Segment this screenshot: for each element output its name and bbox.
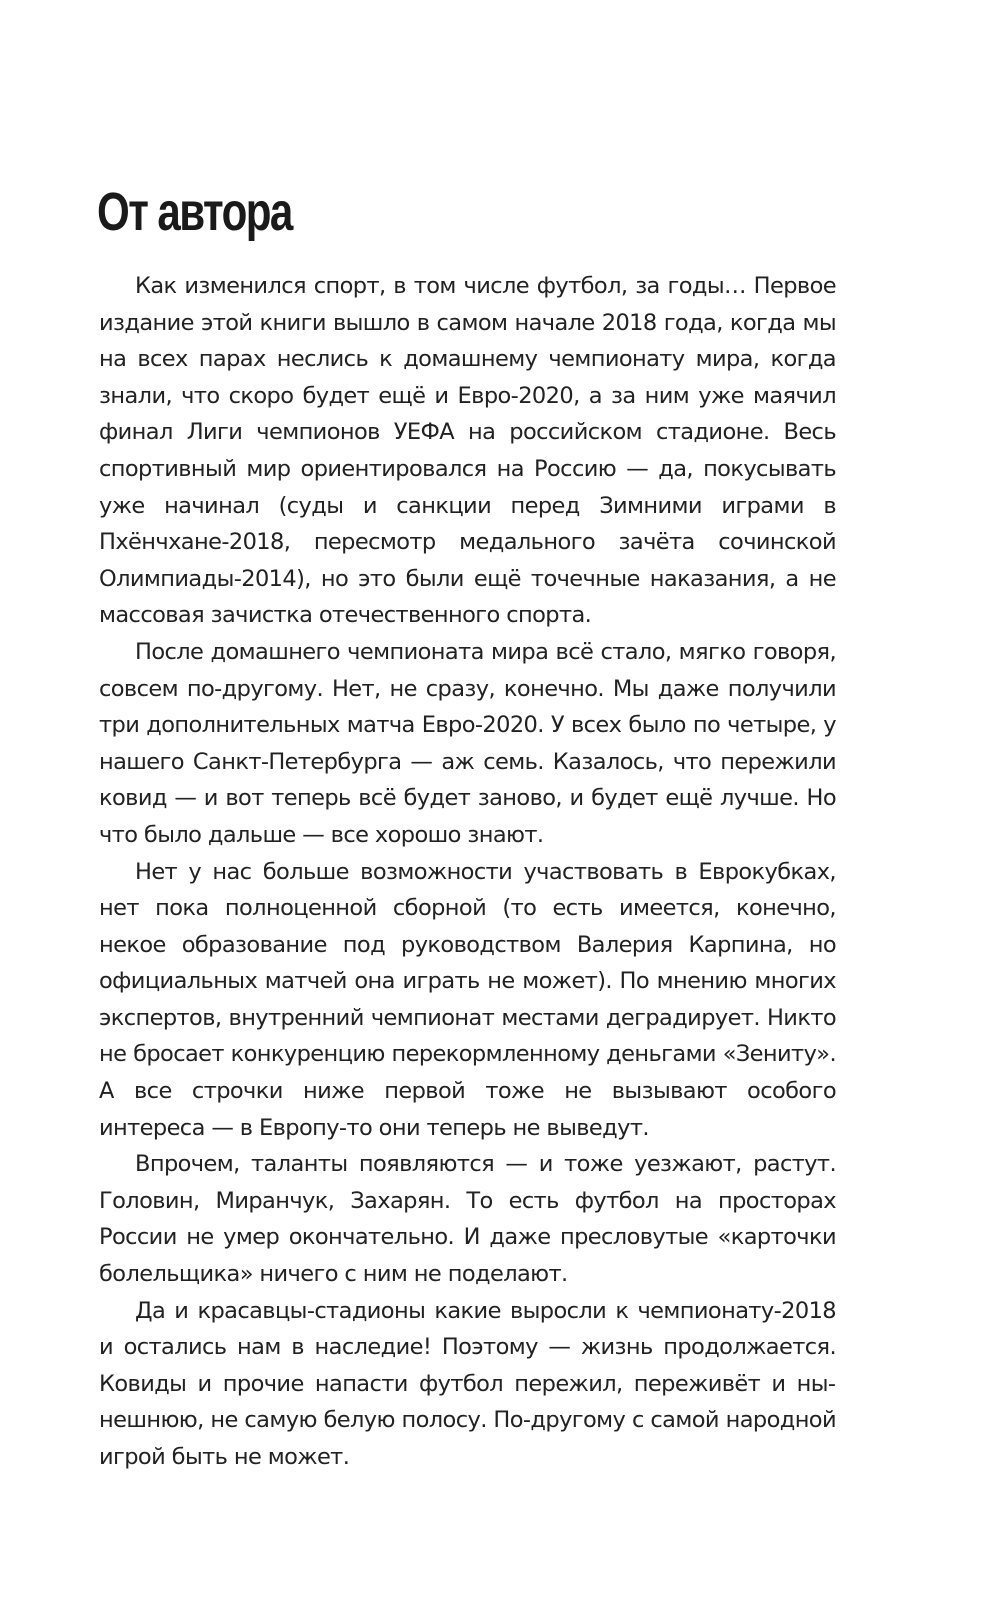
chapter-body xyxy=(99,268,836,1476)
paragraph-2: После домашнего чемпионата мира всё стало, мягко говоря, совсем по-другому. Нет, не сразу, конечно. Мы даже получили три дополнительных матча Евро-2020. У всех было по четыре, у нашего Санкт-Петербурга — аж семь. Казалось, что пережили ковид — и вот теперь всё будет заново, и будет ещё лучше. Но что было дальше — все хорошо знают. xyxy=(99,638,836,848)
paragraph-4: Впрочем, таланты появляются — и тоже уезжают, растут. Головин, Миранчук, Захарян. То есть футбол на просторах России не умер окончательно. И даже пресловутые «карточки болельщика» ничего с ним не поделают. xyxy=(99,1151,836,1288)
paragraph-1: Как изменился спорт, в том числе футбол, за годы… Первое издание этой книги вышло в самом начале 2018 года, когда мы на всех парах неслись к домашнему чемпионату мира, когда знали, что скоро будет ещё и Евро-2020, а за ним уже маячил финал Лиги чемпионов УЕФА на российском стадионе. Весь спортивный мир ориентировался на Россию — да, покусывать уже начинал (суды и санкции перед Зимними играми в Пхёнчхане-2018, пересмотр медального зачёта сочинской Олимпиады-2014), но это были ещё точечные наказания, а не массовая зачистка отечественного спорта. xyxy=(99,273,836,629)
paragraph-3: Нет у нас больше возможности участвовать в Еврокубках, нет пока полноценной сборной (то есть имеется, конечно, некое образование под руководством Валерия Карпина, но официальных матчей она играть не может). По мнению многих экспертов, внутренний чемпионат местами деградирует. Никто не бросает конкуренцию перекормленному деньгами «Зениту». А все строчки ниже первой тоже не вызывают особого интереса — в Европу-то они теперь не выведут. xyxy=(99,858,836,1141)
paragraph-5: Да и красавцы-стадионы какие выросли к чемпионату-2018 и остались нам в наследие! Поэтому — жизнь продолжается. Ковиды и прочие напасти футбол пережил, переживёт и нынешнюю, не самую белую полосу. По-другому с самой народной игрой быть не может. xyxy=(99,1297,836,1470)
chapter-title: От автора xyxy=(97,182,292,242)
